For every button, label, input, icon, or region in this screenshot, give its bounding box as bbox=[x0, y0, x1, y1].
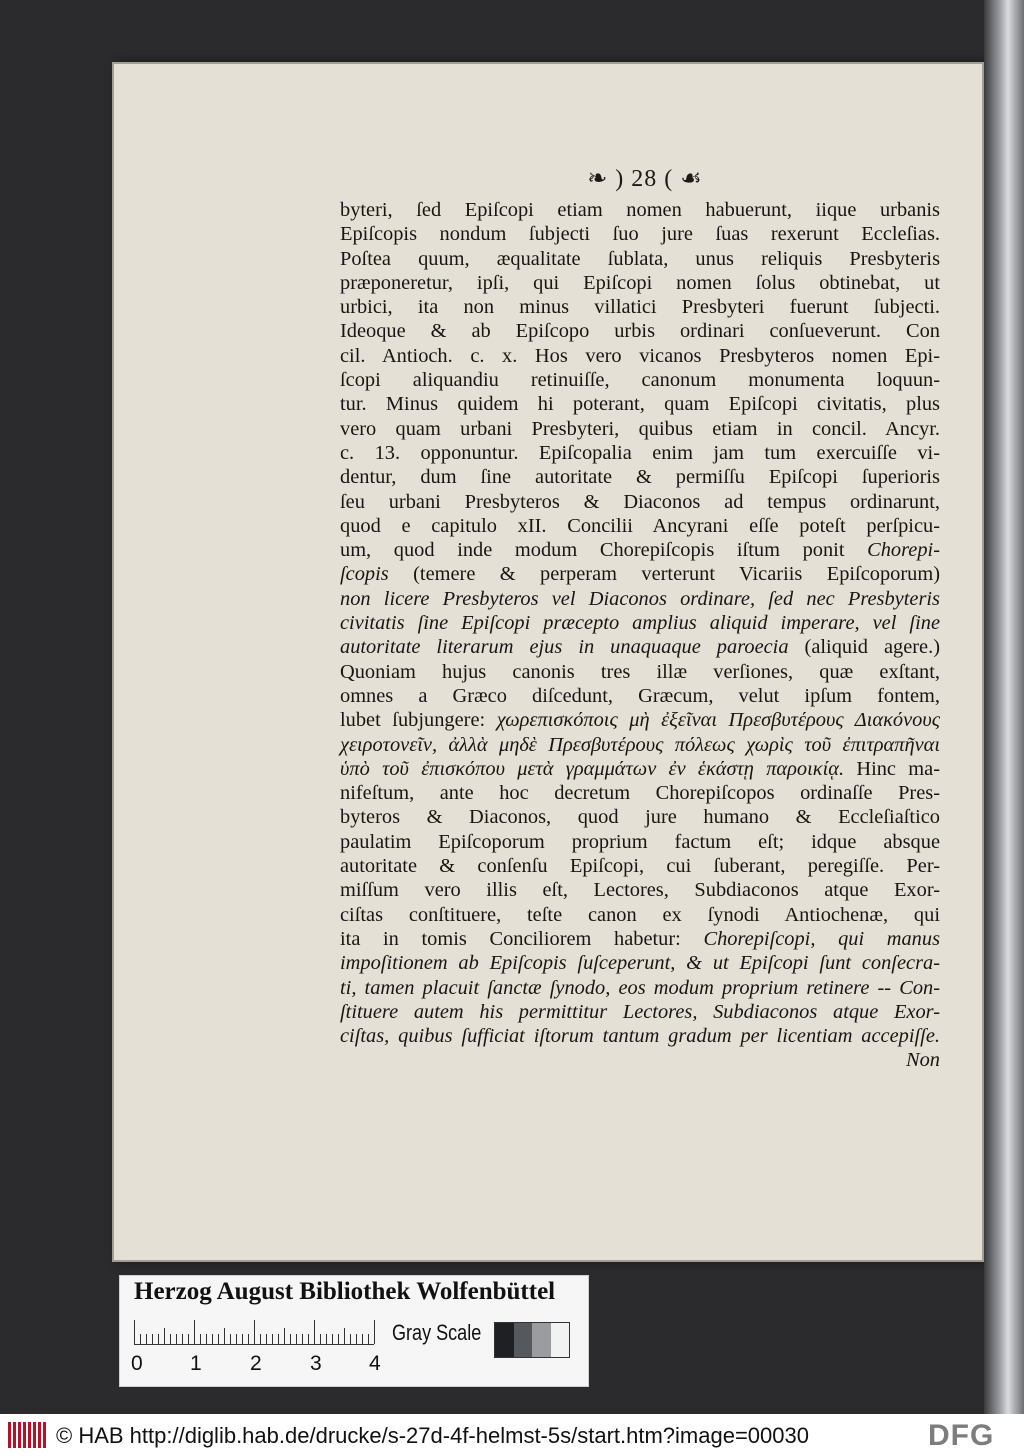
italic-text-segment: Chorepi- bbox=[867, 539, 940, 562]
text-line bbox=[340, 635, 940, 659]
ruler-tick bbox=[200, 1334, 201, 1344]
footer-bar bbox=[0, 1414, 1024, 1456]
text-segment: byteros & Diaconos, quod jure humano & Eccleſiaſtico bbox=[340, 806, 940, 829]
ruler-tick bbox=[350, 1334, 351, 1344]
italic-text-segment: autoritate literarum ejus in unaquaque paroecia bbox=[340, 636, 789, 659]
italic-text-segment: ti, tamen placuit ſanctæ ſynodo, eos modum proprium retinere -- Con- bbox=[340, 976, 940, 999]
ruler-tick bbox=[134, 1320, 135, 1344]
text-line bbox=[340, 1048, 940, 1072]
text-line bbox=[340, 198, 940, 222]
text-segment: paulatim Epiſcoporum proprium factum eſt; idque absque bbox=[340, 830, 940, 853]
text-segment: nifeſtum, ante hoc decretum Chorepiſcopos ordinaſſe Pres- bbox=[340, 782, 940, 805]
ruler-number: 2 bbox=[250, 1352, 262, 1375]
text-segment: tur. Minus quidem hi poterant, quam Epiſcopi civitatis, plus bbox=[340, 393, 940, 416]
italic-text-segment: χωρεπισκόποις μὴ ἐξεῖναι Πρεσβυτέρους Διακόνους bbox=[496, 709, 940, 732]
ruler-tick bbox=[140, 1334, 141, 1344]
text-segment: um, quod inde modum Chorepiſcopis iſtum ponit bbox=[340, 539, 868, 562]
italic-text-segment: ſtituere autem his permittitur Lectores, Subdiaconos atque Exor- bbox=[340, 1000, 940, 1023]
italic-text-segment: non licere Presbyteros vel Diaconos ordinare, ſed nec Presbyteris bbox=[340, 587, 940, 610]
text-segment: Quoniam hujus canonis tres illæ verſiones, quæ exſtant, bbox=[340, 660, 940, 683]
ruler-tick bbox=[332, 1334, 333, 1344]
italic-text-segment: impoſitionem ab Epiſcopis ſuſceperunt, & ut Epiſcopi ſunt conſecra- bbox=[340, 952, 940, 975]
book-spine bbox=[984, 0, 1024, 1456]
ruler-tick bbox=[266, 1334, 267, 1344]
library-label-card bbox=[119, 1275, 589, 1387]
italic-text-segment: ὑπὸ τοῦ ἐπισκόπου μετὰ γραμμάτων ἐν ἑκάστῃ παροικίᾳ. bbox=[340, 757, 845, 780]
text-line bbox=[340, 976, 940, 1000]
text-segment: (temere & perperam verterunt Vicariis Epiſcoporum) bbox=[388, 563, 940, 586]
text-line bbox=[340, 611, 940, 635]
text-segment: Poſtea quum, æqualitate ſublata, unus reliquis Presbyteris bbox=[340, 247, 940, 270]
text-segment: c. 13. opponuntur. Epiſcopalia enim jam tum exercuiſſe vi- bbox=[340, 441, 940, 464]
ruler-tick bbox=[230, 1334, 231, 1344]
text-line bbox=[340, 708, 940, 732]
text-line bbox=[340, 441, 940, 465]
text-segment: præponeretur, ipſi, qui Epiſcopi nomen ſolus obtinebat, ut bbox=[340, 271, 940, 294]
text-line bbox=[340, 878, 940, 902]
text-segment: omnes a Græco diſcedunt, Græcum, velut ipſum fontem, bbox=[340, 684, 940, 707]
ruler-tick bbox=[284, 1328, 285, 1344]
ruler-tick bbox=[152, 1334, 153, 1344]
cm-ruler bbox=[134, 1320, 374, 1345]
ruler-number: 0 bbox=[131, 1352, 143, 1375]
italic-text-segment: ciſtas, quibus ſufficiat iſtorum tantum gradum per licentiam accepiſſe. bbox=[340, 1025, 940, 1048]
text-line bbox=[340, 392, 940, 416]
copyright-url-text[interactable]: © HAB http://diglib.hab.de/drucke/s-27d-4f-helmst-5s/start.htm?image=00030 bbox=[56, 1423, 809, 1448]
ruler-tick bbox=[296, 1334, 297, 1344]
ruler-tick bbox=[176, 1334, 177, 1344]
text-line bbox=[340, 927, 940, 951]
text-line bbox=[340, 514, 940, 538]
ruler-tick bbox=[302, 1334, 303, 1344]
text-segment: ita in tomis Conciliorem habetur: bbox=[340, 927, 704, 950]
text-line bbox=[340, 222, 940, 246]
ruler-tick bbox=[326, 1334, 327, 1344]
text-line bbox=[340, 587, 940, 611]
text-line bbox=[340, 830, 940, 854]
text-line bbox=[340, 781, 940, 805]
text-segment: Ideoque & ab Epiſcopo urbis ordinari conſueverunt. Con bbox=[340, 320, 940, 343]
text-line bbox=[340, 757, 940, 781]
text-line bbox=[340, 562, 940, 586]
hab-barcode-icon bbox=[8, 1422, 46, 1448]
text-segment: Epiſcopis nondum ſubjecti ſuo jure ſuas rexerunt Eccleſias. bbox=[340, 223, 940, 246]
text-line bbox=[340, 368, 940, 392]
page-header: ❧ ) 28 ( ☙ bbox=[587, 166, 703, 192]
ruler-tick bbox=[218, 1334, 219, 1344]
gray-swatch bbox=[551, 1323, 570, 1357]
ruler-tick bbox=[170, 1334, 171, 1344]
gray-scale-label: Gray Scale bbox=[392, 1320, 482, 1345]
ruler-tick bbox=[224, 1328, 225, 1344]
ruler-tick bbox=[236, 1334, 237, 1344]
ruler-tick bbox=[290, 1334, 291, 1344]
text-segment: (aliquid agere.) bbox=[788, 636, 940, 659]
ruler-tick bbox=[194, 1320, 195, 1344]
ruler-tick bbox=[254, 1320, 255, 1344]
gray-swatch bbox=[532, 1323, 551, 1357]
italic-text-segment: χειροτονεῖν, ἀλλὰ μηδὲ Πρεσβυτέρους πόλεως χωρὶς τοῦ ἐπιτραπῆναι bbox=[340, 733, 940, 756]
ruler-tick bbox=[362, 1334, 363, 1344]
ruler-tick bbox=[260, 1334, 261, 1344]
ruler-tick bbox=[278, 1334, 279, 1344]
text-segment: lubet ſubjungere: bbox=[340, 709, 497, 732]
ruler-tick bbox=[188, 1334, 189, 1344]
text-segment: Hinc ma- bbox=[844, 757, 940, 780]
text-line bbox=[340, 854, 940, 878]
ruler-tick bbox=[206, 1334, 207, 1344]
text-segment: dentur, dum ſine autoritate & permiſſu Epiſcopi ſuperioris bbox=[340, 466, 940, 489]
text-line bbox=[340, 951, 940, 975]
ruler-tick bbox=[212, 1334, 213, 1344]
ruler-tick bbox=[146, 1334, 147, 1344]
text-segment: vero quam urbani Presbyteri, quibus etiam in concil. Ancyr. bbox=[340, 417, 940, 440]
text-line bbox=[340, 538, 940, 562]
text-line bbox=[340, 490, 940, 514]
text-segment: byteri, ſed Epiſcopi etiam nomen habuerunt, iique urbanis bbox=[340, 199, 940, 221]
text-line bbox=[340, 1024, 940, 1048]
text-line bbox=[340, 344, 940, 368]
ruler-tick bbox=[164, 1328, 165, 1344]
ruler-number: 4 bbox=[369, 1352, 381, 1375]
text-segment: ciſtas conſtituere, teſte canon ex ſynodi Antiochenæ, qui bbox=[340, 903, 940, 926]
ruler-number: 3 bbox=[310, 1352, 322, 1375]
text-segment: ſeu urbani Presbyteros & Diaconos ad tempus ordinarunt, bbox=[340, 490, 940, 513]
italic-text-segment: civitatis ſine Epiſcopi præcepto amplius aliquid imperare, vel ſine bbox=[340, 612, 940, 635]
ruler-tick bbox=[356, 1334, 357, 1344]
text-line bbox=[340, 903, 940, 927]
italic-text-segment: ſcopis bbox=[340, 563, 389, 586]
text-line bbox=[340, 660, 940, 684]
body-text bbox=[340, 198, 940, 1073]
text-segment: ſcopi aliquandiu retinuiſſe, canonum monumenta loquun- bbox=[340, 369, 940, 392]
ruler-tick bbox=[374, 1320, 375, 1344]
text-line bbox=[340, 465, 940, 489]
text-line bbox=[340, 1000, 940, 1024]
text-line bbox=[340, 417, 940, 441]
ruler-number: 1 bbox=[190, 1352, 202, 1375]
text-segment: quod e capitulo xII. Concilii Ancyrani eſſe poteſt perſpicu- bbox=[340, 514, 940, 537]
ruler-tick bbox=[344, 1328, 345, 1344]
gray-scale-swatches bbox=[494, 1322, 570, 1358]
ruler-tick bbox=[272, 1334, 273, 1344]
text-segment: cil. Antioch. c. x. Hos vero vicanos Presbyteros nomen Epi- bbox=[340, 344, 940, 367]
ruler-tick bbox=[248, 1334, 249, 1344]
ruler-tick bbox=[242, 1334, 243, 1344]
text-line bbox=[340, 295, 940, 319]
ruler-tick bbox=[308, 1334, 309, 1344]
text-line bbox=[340, 805, 940, 829]
text-segment: urbici, ita non minus villatici Presbyteri fuerunt ſubjecti. bbox=[340, 296, 940, 319]
ruler-tick bbox=[320, 1334, 321, 1344]
text-line bbox=[340, 271, 940, 295]
text-line bbox=[340, 684, 940, 708]
gray-swatch bbox=[514, 1323, 533, 1357]
text-line bbox=[340, 319, 940, 343]
ruler-tick bbox=[158, 1334, 159, 1344]
ruler-tick bbox=[314, 1320, 315, 1344]
text-segment: autoritate & conſenſu Epiſcopi, cui ſuberant, peregiſſe. Per- bbox=[340, 855, 940, 878]
italic-text-segment: Chorepiſcopi, qui manus bbox=[703, 927, 941, 950]
ruler-tick bbox=[338, 1334, 339, 1344]
text-line bbox=[340, 247, 940, 271]
ruler-tick bbox=[182, 1334, 183, 1344]
italic-text-segment: Non bbox=[906, 1049, 940, 1072]
text-segment: miſſum vero illis eſt, Lectores, Subdiaconos atque Exor- bbox=[340, 879, 940, 902]
ruler-tick bbox=[368, 1334, 369, 1344]
library-name: Herzog August Bibliothek Wolfenbüttel bbox=[134, 1278, 556, 1305]
gray-swatch bbox=[495, 1323, 514, 1357]
text-line bbox=[340, 733, 940, 757]
dfg-logo: DFG bbox=[928, 1419, 995, 1452]
